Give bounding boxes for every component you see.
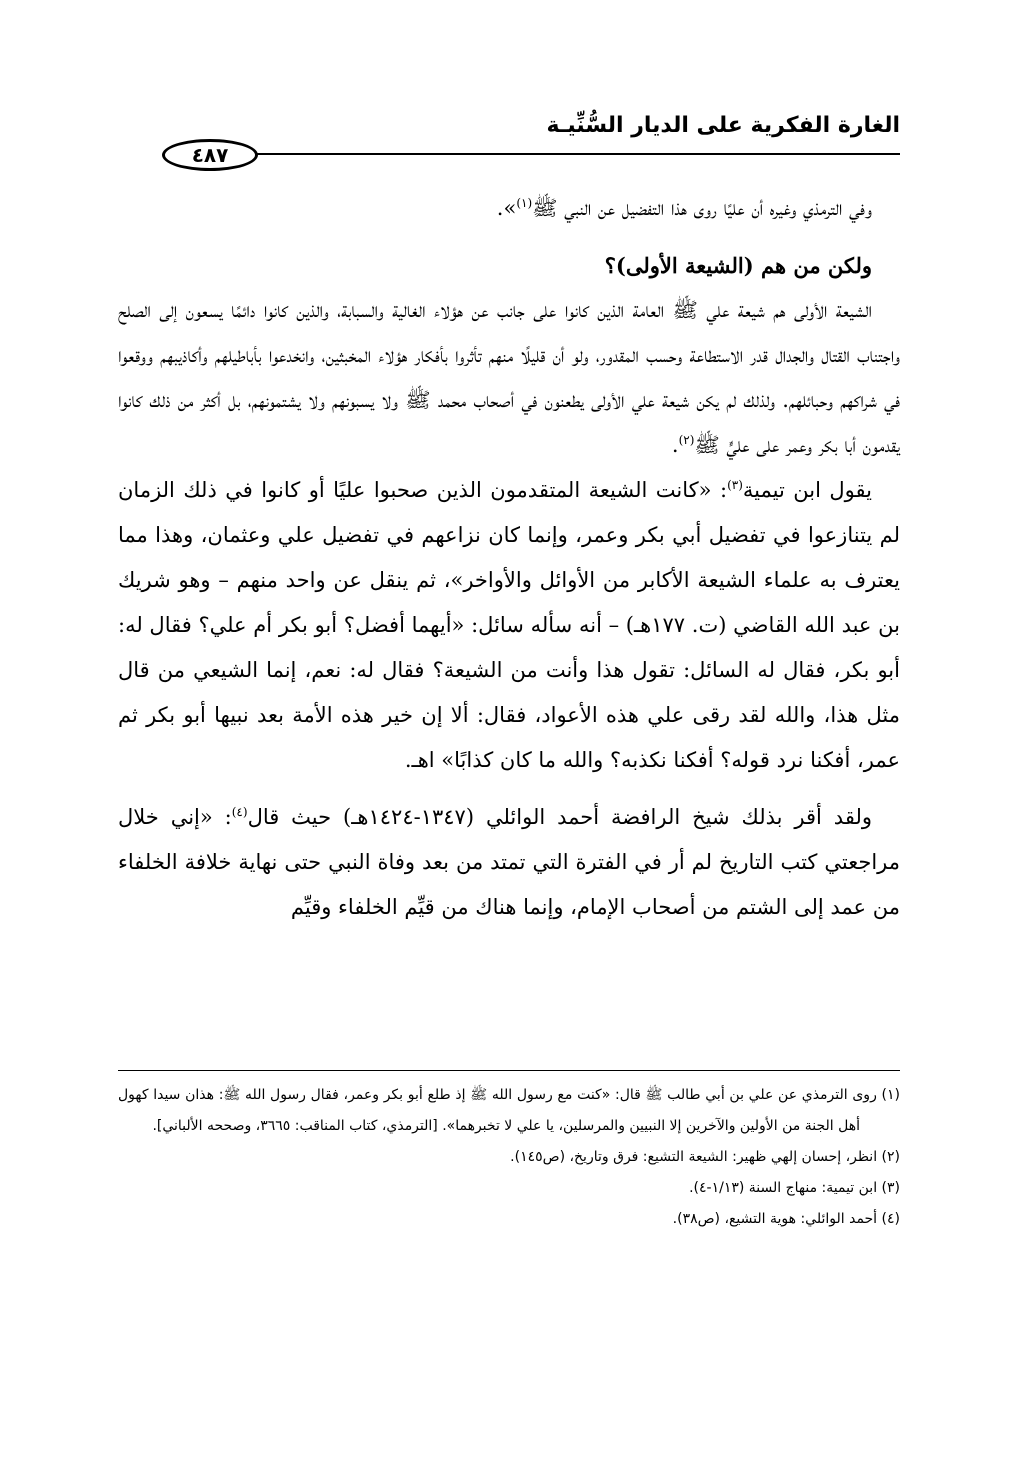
paragraph-text: يقول ابن تيمية bbox=[742, 478, 872, 502]
paragraph bbox=[118, 288, 900, 468]
paragraph-end: . bbox=[671, 433, 679, 457]
section-heading: ولكن من هم (الشيعة الأولى)؟ bbox=[604, 253, 872, 278]
paragraph-text: الشيعة الأولى هم شيعة علي ﷺ العامة الذين كانوا على جانب عن هؤلاء الغالية والسبابة، والذين كانوا دائمًا يسعون إلى الصلح واجتناب القتال والجدال قدر الاستطاعة وحسب المقدور، ولو أن قليلًا منهم تأثروا بأفكار هؤلاء المخبثين، وانخدعوا بأباطيلهم وأكاذيبهم ووقعوا في شراكهم وحبائلهم. ولذلك لم يكن شيعة علي الأولى يطعنون في أصحاب محمد ﷺ ولا يسبونهم ولا يشتمونهم، بل أكثر من ذلك كانوا يقدمون أبا بكر وعمر على عليٍّ ﷺ bbox=[118, 298, 900, 457]
paragraph-text: وفي الترمذي وغيره أن عليًا روى هذا التفضيل عن النبي ﷺ bbox=[532, 196, 872, 220]
page-header bbox=[118, 108, 900, 178]
footnote: (١) روى الترمذي عن علي بن أبي طالب ﷺ قال: «كنت مع رسول الله ﷺ إذ طلع أبو بكر وعمر، فقال رسول الله ﷺ: هذان سيدا كهول أهل الجنة من الأولين والآخرين إلا النبيين والمرسلين، يا علي لا تخبرهما». [الترمذي، كتاب المناقب: ٣٦٦٥، وصححه الألباني]. bbox=[118, 1087, 900, 1134]
footnotes bbox=[118, 1080, 900, 1235]
footnote: (٤) أحمد الوائلي: هوية التشيع، (ص٣٨). bbox=[672, 1211, 900, 1227]
paragraph bbox=[118, 186, 900, 231]
footnote-separator bbox=[118, 1070, 900, 1071]
footnote-ref: (٢) bbox=[678, 433, 695, 447]
paragraph bbox=[118, 468, 900, 783]
footnote-ref: (٤) bbox=[231, 805, 248, 819]
paragraph-text: : «إني خلال مراجعتي كتب التاريخ لم أر في الفترة التي تمتد من بعد وفاة النبي حتى نهاية خلافة الخلفاء من عمد إلى الشتم من أصحاب الإمام، وإنما هناك من قيِّم الخلفاء وقيِّم bbox=[118, 805, 900, 919]
footnote: (٢) انظر، إحسان إلهي ظهير: الشيعة التشيع: فرق وتاريخ، (ص١٤٥). bbox=[510, 1149, 900, 1165]
page-number-badge: ٤٨٧ bbox=[162, 139, 258, 171]
footnote: (٣) ابن تيمية: منهاج السنة (١/١٣-٤). bbox=[689, 1180, 900, 1196]
paragraph-text: : «كانت الشيعة المتقدمون الذين صحبوا عليًا أو كانوا في ذلك الزمان لم يتنازعوا في تفضيل أبي بكر وعمر، وإنما كان نزاعهم في تفضيل علي وعثمان، وهذا مما يعترف به علماء الشيعة الأكابر من الأوائل والأواخر»، ثم ينقل عن واحد منهم – وهو شريك بن عبد الله القاضي (ت. ١٧٧هـ) – أنه سأله سائل: «أيهما أفضل؟ أبو بكر أم علي؟ فقال له: أبو بكر، فقال له السائل: تقول هذا وأنت من الشيعة؟ فقال له: نعم، إنما الشيعي من قال مثل هذا، والله لقد رقى علي هذه الأعواد، فقال: ألا إن خير هذه الأمة بعد نبيها أبو بكر ثم عمر، أفكنا نرد قوله؟ أفكنا نكذبه؟ والله ما كان كذابًا» اهـ. bbox=[118, 478, 900, 772]
paragraph-text: ولقد أقر بذلك شيخ الرافضة أحمد الوائلي (١٣٤٧-١٤٢٤هـ) حيث قال bbox=[247, 805, 872, 829]
running-title: الغارة الفكرية على الديار السُّنِّيـة bbox=[546, 113, 900, 138]
paragraph bbox=[118, 795, 900, 930]
paragraph-end: ». bbox=[496, 196, 517, 220]
main-text bbox=[118, 186, 900, 930]
header-rule bbox=[238, 153, 900, 155]
footnote-ref: (١) bbox=[516, 196, 533, 210]
footnote-ref: (٣) bbox=[727, 478, 743, 492]
